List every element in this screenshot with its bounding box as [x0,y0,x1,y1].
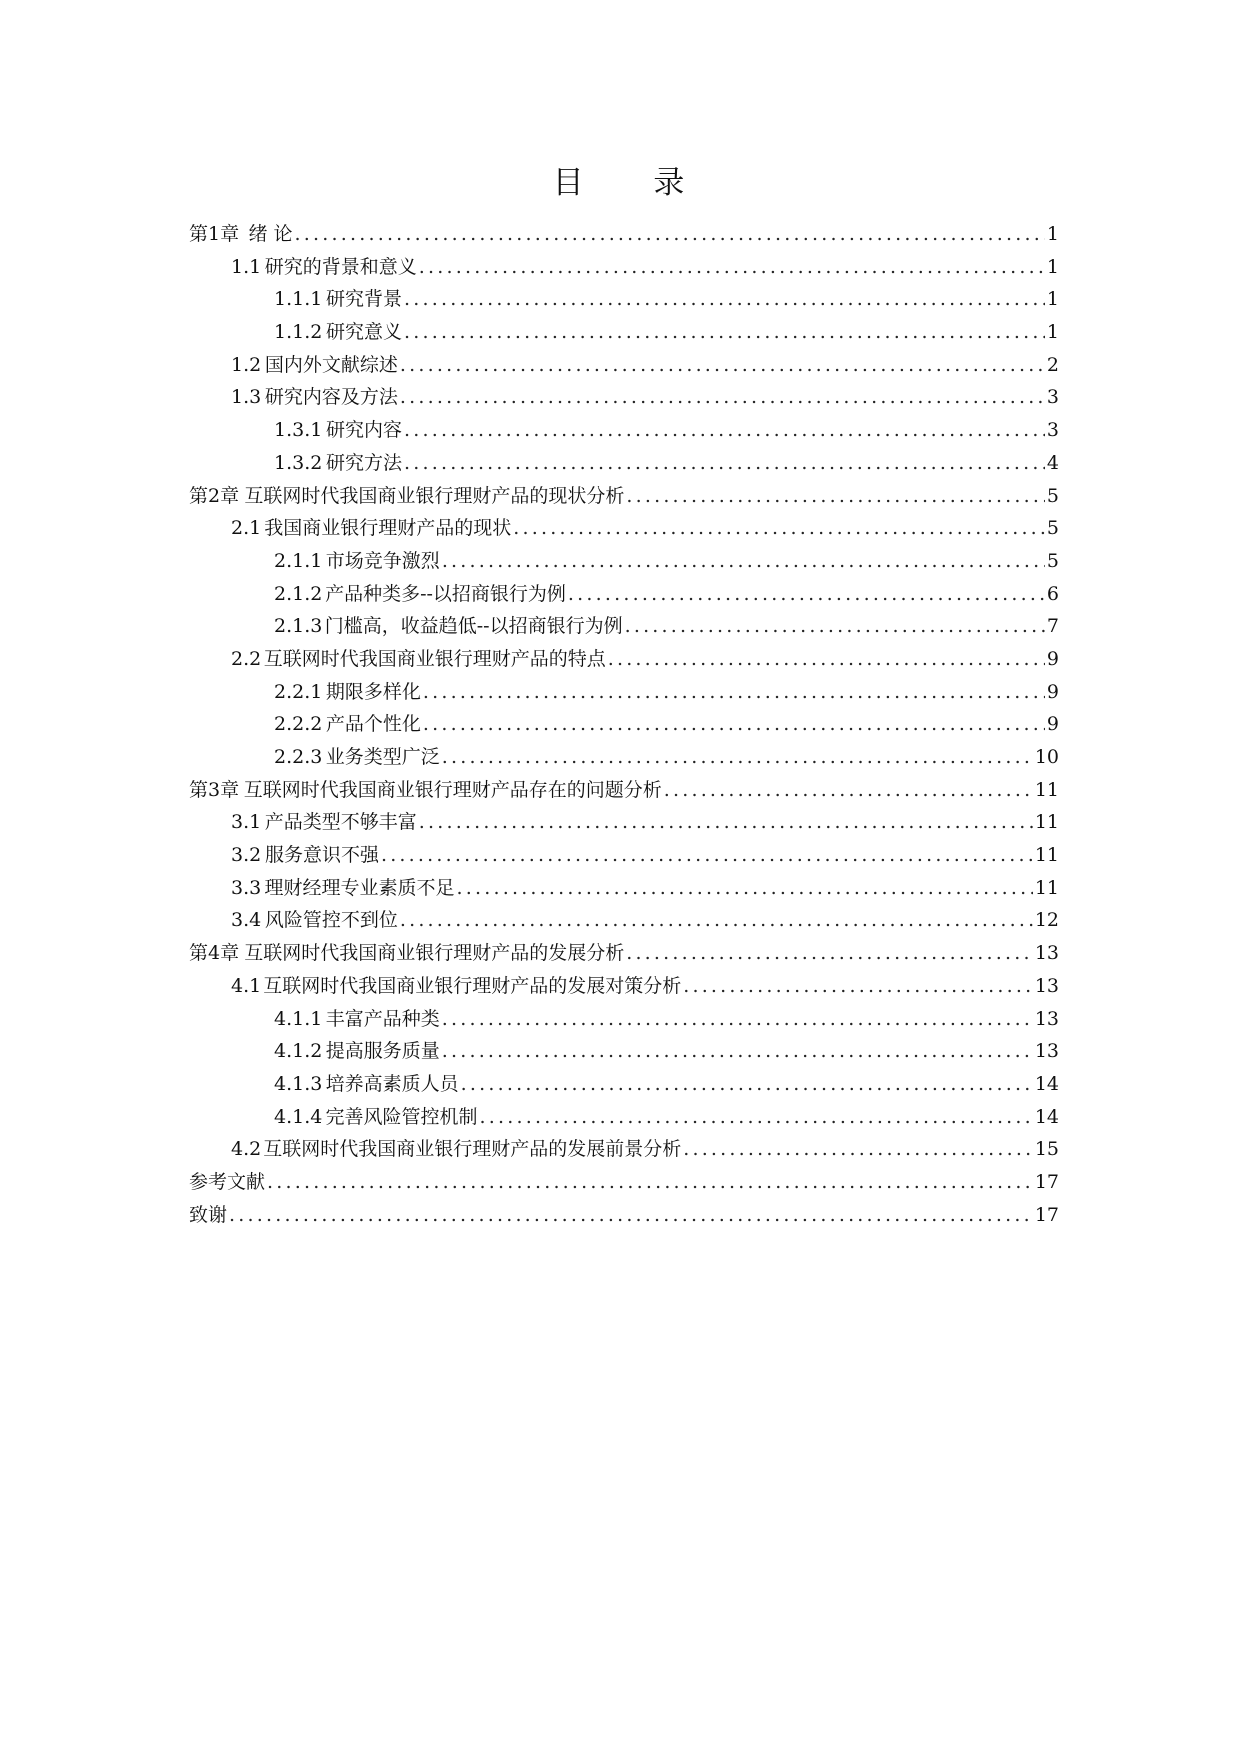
toc-entry-title: 产品类型不够丰富 [264,811,417,834]
toc-entry-title: 产品个性化 [325,713,421,736]
toc-entry-page: 9 [1046,713,1059,736]
toc-entry-number: 4.1.1 [274,1007,323,1030]
dot-leader [267,1166,1033,1199]
toc-entry-page: 3 [1046,386,1059,409]
toc-entry[interactable] [189,1101,1059,1134]
toc-entry-number: 第2章 [189,484,240,507]
dot-leader [442,741,1033,774]
toc-entry-page: 11 [1034,876,1059,899]
toc-entry[interactable] [189,676,1059,709]
toc-entry-title: 提高服务质量 [325,1040,440,1063]
toc-entry-page: 1 [1046,288,1059,311]
toc-entry-title: 期限多样化 [325,680,421,703]
toc-entry-title: 研究背景 [326,288,403,311]
toc-entry-number: 3.1 [231,811,262,834]
toc-entry[interactable] [189,512,1059,545]
dot-leader [608,643,1045,676]
toc-entry-title: 风险管控不到位 [264,909,398,932]
toc-entry[interactable] [189,1035,1059,1068]
toc-entry[interactable] [189,610,1059,643]
dot-leader [664,774,1033,807]
dot-leader [626,480,1045,513]
toc-entry-number: 1.3.1 [274,419,323,442]
toc-entry-page: 1 [1046,321,1059,344]
dot-leader [513,512,1045,545]
toc-entry-page: 6 [1046,582,1059,605]
dot-leader [229,1199,1033,1232]
toc-entry-title: 互联网时代我国商业银行理财产品的发展分析 [244,942,625,965]
toc-entry-number: 2.2.3 [274,746,323,768]
dot-leader [423,708,1045,741]
toc-entry[interactable] [189,414,1059,447]
toc-entry-title: 国内外文献综述 [264,353,398,376]
toc-entry[interactable] [189,774,1059,807]
toc-entry-number: 4.1.3 [274,1072,323,1095]
toc-entry[interactable] [189,1068,1059,1101]
dot-leader [404,447,1045,480]
toc-entry-title: 我国商业银行理财产品的现状 [264,517,512,540]
toc-entry-page: 13 [1034,942,1059,965]
dot-leader [461,1068,1033,1101]
dot-leader [419,806,1033,839]
toc-entry[interactable] [189,1133,1059,1166]
toc-entry[interactable] [189,904,1059,937]
toc-entry[interactable] [189,447,1059,480]
toc-entry-number: 1.1.1 [274,288,323,311]
toc-entry-page: 17 [1034,1203,1059,1226]
dot-leader [423,676,1045,709]
toc-entry-number: 2.1.1 [274,549,323,572]
toc-title: 目 录 [552,165,715,201]
toc-entry-title: 丰富产品种类 [325,1007,440,1030]
toc-entry-number: 2.1.2 [274,582,323,605]
toc-entry[interactable] [189,283,1059,316]
toc-entry-page: 1 [1046,223,1059,245]
toc-entry-page: 13 [1034,1007,1059,1030]
toc-entry-number: 1.1.2 [274,321,323,344]
toc-entry-title: 互联网时代我国商业银行理财产品的特点 [263,647,606,670]
toc-entry-page: 3 [1046,419,1059,442]
toc-entry-title: 市场竞争激烈 [325,549,440,572]
toc-entry[interactable] [189,480,1059,513]
toc-entry-title: 产品种类多--以招商银行为例 [325,582,566,605]
toc-entry-title: 参考文献 [189,1170,266,1193]
toc-entry-number: 2.1.3 [274,615,323,638]
toc-entry-number: 第4章 [189,942,240,965]
toc-entry-page: 11 [1034,811,1059,834]
toc-entry-title: 理财经理专业素质不足 [264,876,455,899]
toc-entry-number: 2.2.2 [274,713,323,736]
toc-entry[interactable] [189,937,1059,970]
dot-leader [442,1003,1033,1036]
toc-entry[interactable] [189,708,1059,741]
dot-leader [480,1101,1033,1134]
toc-entry-number: 4.2 [231,1138,262,1161]
toc-entry-page: 5 [1046,484,1059,507]
toc-entry-title: 致谢 [189,1203,228,1226]
dot-leader [457,872,1033,905]
toc-entry-title: 互联网时代我国商业银行理财产品存在的问题分析 [243,778,662,801]
toc-entry[interactable] [189,1166,1059,1199]
toc-entry-page: 15 [1034,1138,1059,1161]
toc-entry[interactable] [189,1003,1059,1036]
toc-entry-page: 2 [1046,353,1059,376]
toc-entry-page: 9 [1046,680,1059,703]
toc-entry-page: 11 [1034,844,1059,867]
toc-entry-number: 1.1 [231,255,262,278]
toc-entry-title: 研究的背景和意义 [264,255,417,278]
toc-entry-title: 互联网时代我国商业银行理财产品的发展对策分析 [263,974,682,997]
toc-entry-page: 1 [1046,255,1059,278]
dot-leader [442,1035,1033,1068]
toc-entry[interactable] [189,316,1059,349]
toc-entry-page: 14 [1034,1105,1059,1128]
toc-entry[interactable] [189,970,1059,1003]
dot-leader [626,937,1033,970]
dot-leader [295,218,1045,251]
toc-entry-title: 业务类型广泛 [325,746,440,768]
toc-entry-page: 5 [1046,549,1059,572]
dot-leader [683,1133,1033,1166]
toc-entry-number: 4.1.2 [274,1040,323,1063]
toc-entry-title: 互联网时代我国商业银行理财产品的发展前景分析 [263,1138,682,1161]
toc-entry-page: 17 [1034,1170,1059,1193]
toc-entry[interactable] [189,381,1059,414]
dot-leader [381,839,1033,872]
toc-entry-page: 10 [1034,746,1059,768]
toc-entry[interactable] [189,872,1059,905]
toc-entry-page: 12 [1034,909,1059,932]
toc-entry-title: 门槛高，收益趋低--以招商银行为例 [324,615,623,638]
toc-entry[interactable] [189,545,1059,578]
dot-leader [400,349,1045,382]
dot-leader [683,970,1033,1003]
dot-leader [442,545,1045,578]
toc-entry[interactable] [189,1199,1059,1232]
toc-entry-number: 第3章 [189,778,240,801]
toc-entry-page: 11 [1034,778,1059,801]
toc-entry-number: 4.1.4 [274,1105,323,1128]
toc-entry[interactable] [189,218,1059,251]
toc-entry-page: 7 [1046,615,1059,638]
dot-leader [404,283,1045,316]
toc-entry-title: 互联网时代我国商业银行理财产品的现状分析 [244,484,625,507]
toc-entry-number: 2.2 [231,647,262,670]
toc-entry-title: 研究意义 [326,321,403,344]
toc-entry-number: 1.3 [231,386,262,409]
table-of-contents [189,218,1059,1231]
dot-leader [568,578,1045,611]
toc-entry-number: 第1章 [189,223,240,245]
toc-entry[interactable] [189,349,1059,382]
toc-entry-number: 3.2 [231,844,262,867]
toc-entry-page: 13 [1034,1040,1059,1063]
toc-entry-title: 绪 论 [248,223,293,245]
toc-entry-title: 完善风险管控机制 [325,1105,478,1128]
toc-entry-number: 1.3.2 [274,451,323,474]
toc-entry-title: 研究方法 [326,451,403,474]
dot-leader [400,904,1033,937]
toc-entry-title: 服务意识不强 [264,844,379,867]
toc-entry-page: 14 [1034,1072,1059,1095]
dot-leader [404,414,1045,447]
toc-entry-title: 培养高素质人员 [325,1072,459,1095]
dot-leader [419,251,1045,284]
toc-entry-number: 2.2.1 [274,680,323,703]
toc-entry[interactable] [189,643,1059,676]
toc-entry-page: 13 [1034,974,1059,997]
toc-entry-page: 9 [1046,647,1059,670]
toc-entry[interactable] [189,251,1059,284]
toc-entry-page: 4 [1046,451,1059,474]
toc-entry[interactable] [189,806,1059,839]
toc-entry-page: 5 [1046,517,1059,540]
toc-entry-number: 3.4 [231,909,262,932]
toc-entry-number: 3.3 [231,876,262,899]
toc-entry-title: 研究内容 [326,419,403,442]
toc-entry-number: 2.1 [231,517,262,540]
dot-leader [400,381,1045,414]
toc-entry[interactable] [189,839,1059,872]
toc-entry[interactable] [189,741,1059,774]
toc-entry-title: 研究内容及方法 [264,386,398,409]
toc-entry[interactable] [189,578,1059,611]
dot-leader [625,610,1045,643]
dot-leader [404,316,1045,349]
toc-entry-number: 1.2 [231,353,262,376]
toc-entry-number: 4.1 [231,974,262,997]
